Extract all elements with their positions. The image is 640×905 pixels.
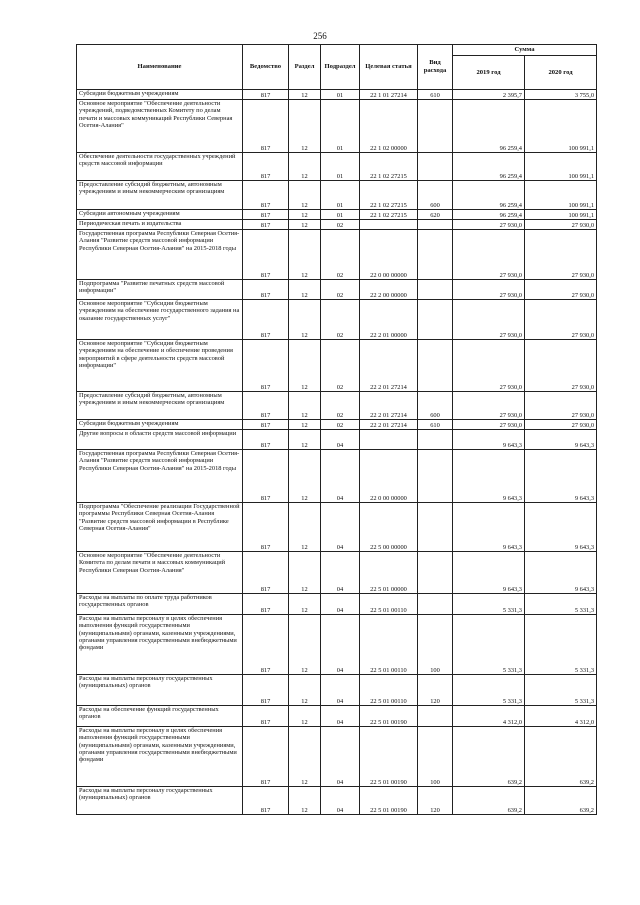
cell-sum-2019: 5 331,3 — [453, 615, 525, 675]
cell-expense-type — [418, 503, 453, 552]
cell-expense-type: 600 — [418, 392, 453, 420]
cell-target-article: 22 5 01 00110 — [360, 675, 418, 706]
cell-target-article: 22 5 01 00110 — [360, 594, 418, 615]
cell-podrazdel: 01 — [321, 100, 360, 153]
cell-expense-type — [418, 552, 453, 594]
cell-sum-2020: 27 930,0 — [525, 230, 597, 280]
header-podrazdel: Подраздел — [321, 45, 360, 90]
cell-name: Расходы на выплаты персоналу в целях обеспечения выполнения функций государственными (муниципальными) органами, казенными учреждениями, органами управления государственными внебюджетными фондами — [77, 727, 243, 787]
cell-name: Другие вопросы в области средств массовой информации — [77, 430, 243, 450]
header-vedomstvo: Ведомство — [243, 45, 289, 90]
cell-vedomstvo: 817 — [243, 153, 289, 181]
cell-podrazdel: 01 — [321, 210, 360, 220]
cell-target-article — [360, 430, 418, 450]
cell-name: Расходы на выплаты по оплате труда работников государственных органов — [77, 594, 243, 615]
cell-sum-2020: 27 930,0 — [525, 220, 597, 230]
cell-sum-2019: 27 930,0 — [453, 340, 525, 392]
cell-podrazdel: 04 — [321, 552, 360, 594]
cell-vedomstvo: 817 — [243, 706, 289, 727]
cell-expense-type: 120 — [418, 787, 453, 815]
cell-sum-2019: 9 643,3 — [453, 430, 525, 450]
cell-razdel: 12 — [289, 450, 321, 503]
cell-target-article: 22 1 02 00000 — [360, 100, 418, 153]
cell-sum-2019: 639,2 — [453, 787, 525, 815]
table-header — [77, 45, 597, 90]
cell-name: Государственная программа Республики Северная Осетия-Алания "Развитие средств массовой информации Республики Северная Осетия-Алания" на 2015-2018 годы — [77, 450, 243, 503]
cell-target-article: 22 2 00 00000 — [360, 280, 418, 300]
cell-vedomstvo: 817 — [243, 503, 289, 552]
cell-podrazdel: 01 — [321, 153, 360, 181]
cell-sum-2019: 5 331,3 — [453, 675, 525, 706]
cell-name: Предоставление субсидий бюджетным, автономным учреждениям и иным некоммерческим организациям — [77, 181, 243, 210]
table-row — [77, 230, 597, 280]
cell-target-article: 22 5 00 00000 — [360, 503, 418, 552]
table-row — [77, 392, 597, 420]
cell-vedomstvo: 817 — [243, 420, 289, 430]
cell-sum-2019: 9 643,3 — [453, 503, 525, 552]
cell-expense-type: 610 — [418, 420, 453, 430]
table-row — [77, 675, 597, 706]
cell-expense-type: 620 — [418, 210, 453, 220]
cell-razdel: 12 — [289, 340, 321, 392]
cell-sum-2019: 27 930,0 — [453, 300, 525, 340]
table-row — [77, 181, 597, 210]
cell-podrazdel: 02 — [321, 220, 360, 230]
header-year-2020: 2020 год — [525, 56, 597, 90]
table-row — [77, 615, 597, 675]
cell-vedomstvo: 817 — [243, 280, 289, 300]
cell-podrazdel: 02 — [321, 300, 360, 340]
table-row — [77, 706, 597, 727]
cell-sum-2020: 27 930,0 — [525, 420, 597, 430]
cell-vedomstvo: 817 — [243, 210, 289, 220]
cell-sum-2020: 27 930,0 — [525, 280, 597, 300]
table-row — [77, 430, 597, 450]
table-row — [77, 594, 597, 615]
cell-vedomstvo: 817 — [243, 90, 289, 100]
cell-podrazdel: 01 — [321, 90, 360, 100]
cell-name: Периодическая печать и издательства — [77, 220, 243, 230]
cell-podrazdel: 04 — [321, 594, 360, 615]
cell-razdel: 12 — [289, 552, 321, 594]
cell-sum-2019: 96 259,4 — [453, 181, 525, 210]
cell-sum-2020: 9 643,3 — [525, 450, 597, 503]
cell-name: Субсидии автономным учреждениям — [77, 210, 243, 220]
cell-name: Обеспечение деятельности государственных учреждений средств массовой информации — [77, 153, 243, 181]
cell-sum-2020: 639,2 — [525, 787, 597, 815]
cell-razdel: 12 — [289, 430, 321, 450]
cell-expense-type: 100 — [418, 727, 453, 787]
table-row — [77, 450, 597, 503]
cell-target-article: 22 5 01 00190 — [360, 787, 418, 815]
cell-target-article: 22 1 02 27215 — [360, 210, 418, 220]
cell-podrazdel: 02 — [321, 392, 360, 420]
cell-podrazdel: 04 — [321, 430, 360, 450]
cell-razdel: 12 — [289, 230, 321, 280]
cell-sum-2019: 96 259,4 — [453, 100, 525, 153]
cell-target-article — [360, 220, 418, 230]
cell-vedomstvo: 817 — [243, 787, 289, 815]
cell-name: Подпрограмма "Развитие печатных средств массовой информации" — [77, 280, 243, 300]
table-row — [77, 300, 597, 340]
cell-sum-2019: 27 930,0 — [453, 220, 525, 230]
header-razdel: Раздел — [289, 45, 321, 90]
cell-razdel: 12 — [289, 503, 321, 552]
cell-vedomstvo: 817 — [243, 594, 289, 615]
cell-vedomstvo: 817 — [243, 615, 289, 675]
cell-sum-2019: 27 930,0 — [453, 392, 525, 420]
header-year-2019: 2019 год — [453, 56, 525, 90]
cell-expense-type: 610 — [418, 90, 453, 100]
cell-name: Расходы на выплаты персоналу государственных (муниципальных) органов — [77, 787, 243, 815]
cell-target-article: 22 2 01 27214 — [360, 392, 418, 420]
cell-podrazdel: 02 — [321, 230, 360, 280]
cell-vedomstvo: 817 — [243, 230, 289, 280]
cell-expense-type: 100 — [418, 615, 453, 675]
cell-podrazdel: 04 — [321, 615, 360, 675]
table-row — [77, 153, 597, 181]
cell-target-article: 22 2 01 27214 — [360, 420, 418, 430]
cell-podrazdel: 02 — [321, 340, 360, 392]
header-sum: Сумма — [453, 45, 597, 56]
cell-sum-2019: 639,2 — [453, 727, 525, 787]
cell-sum-2020: 100 991,1 — [525, 181, 597, 210]
cell-podrazdel: 04 — [321, 787, 360, 815]
cell-razdel: 12 — [289, 300, 321, 340]
cell-sum-2019: 96 259,4 — [453, 153, 525, 181]
cell-podrazdel: 04 — [321, 727, 360, 787]
table-row — [77, 420, 597, 430]
cell-expense-type — [418, 706, 453, 727]
cell-vedomstvo: 817 — [243, 450, 289, 503]
cell-sum-2019: 27 930,0 — [453, 280, 525, 300]
cell-podrazdel: 02 — [321, 280, 360, 300]
cell-sum-2019: 2 395,7 — [453, 90, 525, 100]
cell-expense-type — [418, 230, 453, 280]
table-row — [77, 503, 597, 552]
cell-sum-2020: 5 331,3 — [525, 615, 597, 675]
cell-target-article: 22 5 01 00190 — [360, 706, 418, 727]
cell-podrazdel: 04 — [321, 706, 360, 727]
cell-expense-type — [418, 153, 453, 181]
cell-sum-2020: 5 331,3 — [525, 675, 597, 706]
cell-razdel: 12 — [289, 100, 321, 153]
cell-target-article: 22 0 00 00000 — [360, 230, 418, 280]
cell-name: Предоставление субсидий бюджетным, автономным учреждениям и иным некоммерческим организациям — [77, 392, 243, 420]
cell-razdel: 12 — [289, 153, 321, 181]
cell-sum-2020: 27 930,0 — [525, 300, 597, 340]
cell-expense-type: 600 — [418, 181, 453, 210]
cell-expense-type: 120 — [418, 675, 453, 706]
cell-sum-2020: 27 930,0 — [525, 340, 597, 392]
cell-sum-2020: 9 643,3 — [525, 552, 597, 594]
table-row — [77, 210, 597, 220]
cell-sum-2019: 4 312,0 — [453, 706, 525, 727]
cell-target-article: 22 5 01 00110 — [360, 615, 418, 675]
budget-table — [76, 44, 597, 815]
cell-vedomstvo: 817 — [243, 552, 289, 594]
cell-name: Основное мероприятие "Субсидии бюджетным учреждениям на обеспечение государственного задания на оказание государственных услуг" — [77, 300, 243, 340]
cell-vedomstvo: 817 — [243, 675, 289, 706]
table-row — [77, 100, 597, 153]
cell-razdel: 12 — [289, 727, 321, 787]
cell-podrazdel: 04 — [321, 450, 360, 503]
table-row — [77, 727, 597, 787]
cell-target-article: 22 0 00 00000 — [360, 450, 418, 503]
cell-sum-2019: 27 930,0 — [453, 420, 525, 430]
table-row — [77, 787, 597, 815]
cell-podrazdel: 02 — [321, 420, 360, 430]
table-row — [77, 220, 597, 230]
cell-expense-type — [418, 430, 453, 450]
cell-target-article: 22 1 01 27214 — [360, 90, 418, 100]
cell-name: Субсидии бюджетным учреждениям — [77, 90, 243, 100]
cell-sum-2020: 3 755,0 — [525, 90, 597, 100]
header-expense-type: Вид расхода — [418, 45, 453, 90]
cell-target-article: 22 1 02 27215 — [360, 153, 418, 181]
cell-expense-type — [418, 594, 453, 615]
cell-razdel: 12 — [289, 706, 321, 727]
cell-razdel: 12 — [289, 787, 321, 815]
cell-sum-2020: 9 643,3 — [525, 430, 597, 450]
cell-sum-2019: 9 643,3 — [453, 552, 525, 594]
header-target-article: Целевая статья — [360, 45, 418, 90]
cell-vedomstvo: 817 — [243, 392, 289, 420]
table-row — [77, 280, 597, 300]
cell-sum-2020: 5 331,3 — [525, 594, 597, 615]
cell-razdel: 12 — [289, 420, 321, 430]
table-row — [77, 552, 597, 594]
cell-razdel: 12 — [289, 280, 321, 300]
cell-vedomstvo: 817 — [243, 100, 289, 153]
cell-sum-2020: 639,2 — [525, 727, 597, 787]
cell-name: Расходы на выплаты персоналу в целях обеспечения выполнения функций государственными (муниципальными) органами, казенными учреждениями, органами управления государственными внебюджетными фондами — [77, 615, 243, 675]
cell-name: Субсидии бюджетным учреждениям — [77, 420, 243, 430]
cell-target-article: 22 1 02 27215 — [360, 181, 418, 210]
cell-expense-type — [418, 340, 453, 392]
cell-vedomstvo: 817 — [243, 220, 289, 230]
cell-sum-2020: 100 991,1 — [525, 100, 597, 153]
cell-razdel: 12 — [289, 90, 321, 100]
cell-target-article: 22 5 01 00000 — [360, 552, 418, 594]
cell-razdel: 12 — [289, 220, 321, 230]
cell-vedomstvo: 817 — [243, 181, 289, 210]
cell-razdel: 12 — [289, 210, 321, 220]
cell-target-article: 22 2 01 27214 — [360, 340, 418, 392]
table-row — [77, 340, 597, 392]
cell-razdel: 12 — [289, 675, 321, 706]
cell-razdel: 12 — [289, 615, 321, 675]
cell-razdel: 12 — [289, 594, 321, 615]
cell-name: Государственная программа Республики Северная Осетия-Алания "Развитие средств массовой информации Республики Северная Осетия-Алания" на 2015-2018 годы — [77, 230, 243, 280]
cell-sum-2020: 4 312,0 — [525, 706, 597, 727]
cell-expense-type — [418, 100, 453, 153]
cell-sum-2020: 9 643,3 — [525, 503, 597, 552]
cell-sum-2019: 5 331,3 — [453, 594, 525, 615]
cell-name: Основное мероприятие "Обеспечение деятельности учреждений, подведомственных Комитету по делам печати и массовых коммуникаций Республики Северная Осетия-Алания" — [77, 100, 243, 153]
cell-expense-type — [418, 450, 453, 503]
cell-name: Подпрограмма "Обеспечение реализации Государственной программы Республики Северная Осетия-Алания "Развитие средств массовой информации в Республике Северная Осетия-Алания" — [77, 503, 243, 552]
cell-name: Расходы на обеспечение функций государственных органов — [77, 706, 243, 727]
cell-sum-2019: 96 259,4 — [453, 210, 525, 220]
cell-vedomstvo: 817 — [243, 430, 289, 450]
cell-sum-2020: 100 991,1 — [525, 210, 597, 220]
cell-sum-2019: 27 930,0 — [453, 230, 525, 280]
cell-expense-type — [418, 280, 453, 300]
cell-vedomstvo: 817 — [243, 300, 289, 340]
cell-name: Основное мероприятие "Обеспечение деятельности Комитета по делам печати и массовых коммуникаций Республики Северная Осетия-Алания" — [77, 552, 243, 594]
cell-sum-2020: 100 991,1 — [525, 153, 597, 181]
cell-target-article: 22 2 01 00000 — [360, 300, 418, 340]
cell-expense-type — [418, 220, 453, 230]
cell-expense-type — [418, 300, 453, 340]
cell-podrazdel: 04 — [321, 675, 360, 706]
cell-target-article: 22 5 01 00190 — [360, 727, 418, 787]
cell-name: Основное мероприятие "Субсидии бюджетным учреждениям на обеспечение и обеспечение проведения мероприятий в сфере деятельности средств массовой информации" — [77, 340, 243, 392]
cell-podrazdel: 01 — [321, 181, 360, 210]
cell-sum-2019: 9 643,3 — [453, 450, 525, 503]
table-body — [77, 90, 597, 815]
header-name: Наименование — [77, 45, 243, 90]
cell-podrazdel: 04 — [321, 503, 360, 552]
cell-name: Расходы на выплаты персоналу государственных (муниципальных) органов — [77, 675, 243, 706]
table-row — [77, 90, 597, 100]
cell-vedomstvo: 817 — [243, 340, 289, 392]
cell-sum-2020: 27 930,0 — [525, 392, 597, 420]
cell-razdel: 12 — [289, 181, 321, 210]
page-number: 256 — [313, 31, 327, 41]
cell-vedomstvo: 817 — [243, 727, 289, 787]
cell-razdel: 12 — [289, 392, 321, 420]
